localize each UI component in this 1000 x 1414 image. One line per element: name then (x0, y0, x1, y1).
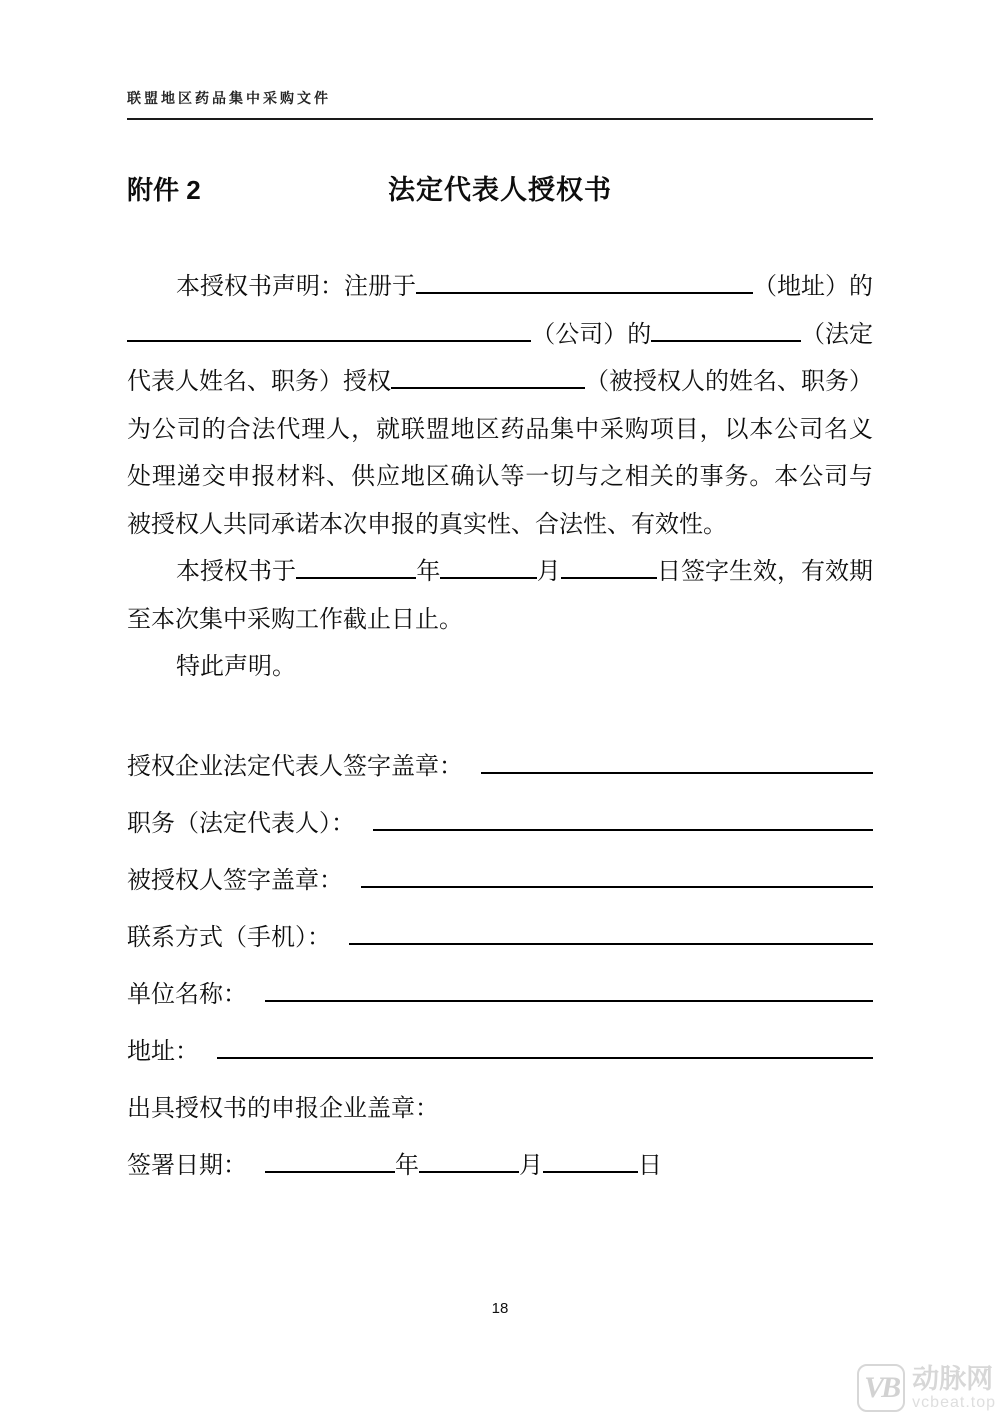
signature-field-row (127, 796, 873, 853)
blank-month-field (440, 577, 536, 579)
body-line-text: 月 (536, 559, 561, 585)
header-text: 联盟地区药品集中采购文件 (127, 92, 331, 107)
body-line: 处理递交申报材料、供应地区确认等一切与之相关的事务。本公司与 (127, 464, 873, 490)
body-line: 特此声明。 (176, 654, 296, 680)
document-header (127, 0, 873, 120)
signature-field-label: 单位名称： (127, 981, 247, 1008)
body-line (127, 549, 873, 597)
body-line: 为公司的合法代理人，就联盟地区药品集中采购项目，以本公司名义 (127, 416, 873, 443)
blank-authorized-person-field (391, 387, 585, 389)
stamp-line-label: 出具授权书的申报企业盖章： (127, 1095, 439, 1122)
blank-sign-year-field (265, 1171, 395, 1173)
blank-address-fill-field (217, 1057, 873, 1059)
title-row (127, 170, 873, 210)
body-line (127, 359, 873, 407)
signature-field-label: 联系方式（手机）： (127, 924, 331, 951)
sign-date-month: 月 (519, 1152, 543, 1179)
blank-representative-field (651, 340, 801, 342)
body-line-text: 年 (416, 559, 441, 585)
vb-logo-icon: VB (857, 1364, 905, 1412)
watermark (857, 1364, 996, 1412)
watermark-name: 动脉网 (912, 1363, 994, 1394)
attachment-label: 附件 2 (127, 175, 201, 205)
body-line: 被授权人共同承诺本次申报的真实性、合法性、有效性。 (127, 511, 727, 538)
stamp-line-row (127, 1081, 873, 1138)
body-line: 至本次集中采购工作截止日止。 (127, 606, 463, 633)
page-title: 法定代表人授权书 (388, 175, 612, 205)
body-line-text: 本授权书于 (176, 559, 296, 585)
blank-company-name-field (265, 1000, 873, 1002)
watermark-text (912, 1363, 996, 1411)
signature-field-row (127, 910, 873, 967)
sign-date-row (127, 1138, 873, 1195)
blank-sign-month-field (419, 1171, 519, 1173)
signature-field-row (127, 853, 873, 910)
signature-field-label: 被授权人签字盖章： (127, 867, 343, 894)
signature-block (127, 739, 873, 1195)
blank-company-field (127, 340, 531, 342)
watermark-site: vcbeat.top (912, 1393, 996, 1411)
blank-authorized-signature-field (361, 886, 873, 888)
body-line-text: 日签字生效，有效期 (657, 559, 874, 585)
body-line (127, 312, 873, 360)
sign-date-day: 日 (638, 1152, 662, 1179)
body-line-text: 代表人姓名、职务）授权 (127, 369, 391, 395)
signature-field-label: 职务（法定代表人）： (127, 810, 355, 837)
blank-position-field (373, 829, 873, 831)
body-line-text: （法定 (801, 321, 873, 348)
body-line-text: （被授权人的姓名、职务） (585, 369, 873, 395)
signature-field-label: 地址： (127, 1038, 199, 1065)
blank-address-field (416, 292, 753, 294)
signature-field-row (127, 739, 873, 796)
body-line-text: （地址）的 (753, 274, 873, 300)
blank-signature-seal-field (481, 772, 873, 774)
body-line (127, 264, 873, 312)
sign-date-year: 年 (395, 1152, 419, 1179)
sign-date-label: 签署日期： (127, 1152, 247, 1179)
body-line-text: （公司）的 (531, 321, 652, 348)
signature-field-row (127, 967, 873, 1024)
blank-sign-day-field (543, 1171, 638, 1173)
blank-phone-field (349, 943, 873, 945)
blank-day-field (561, 577, 657, 579)
blank-year-field (296, 577, 416, 579)
body-text (127, 264, 873, 692)
page-number: 18 (491, 1300, 509, 1317)
signature-field-row (127, 1024, 873, 1081)
signature-field-label: 授权企业法定代表人签字盖章： (127, 753, 463, 780)
body-line-text: 本授权书声明：注册于 (176, 274, 416, 300)
